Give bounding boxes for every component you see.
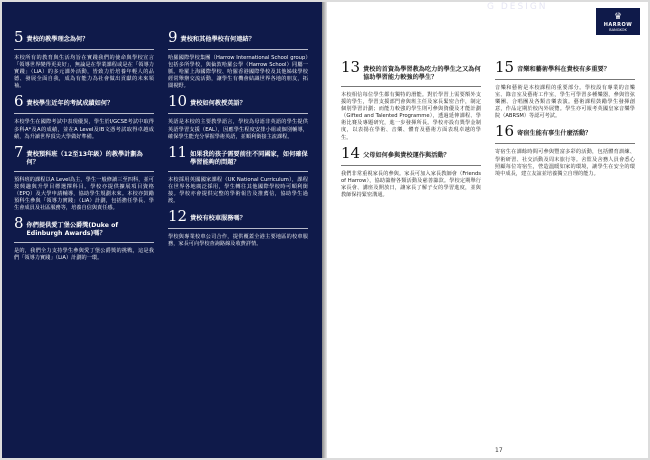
- answer-text: 學校與專業校車公司合作，提供覆蓋全港主要地區的校車服務，家長可向學校查詢路線及收費詳情。: [168, 234, 308, 248]
- faq-question: [168, 94, 308, 109]
- faq-item: [341, 60, 481, 142]
- faq-item: [14, 216, 154, 262]
- faq-item: [168, 209, 308, 248]
- faq-question: [168, 30, 308, 45]
- question-text: 貴校和其他學校有何連結？: [180, 36, 255, 43]
- question-number: 7: [14, 142, 24, 161]
- faq-item: [14, 142, 154, 212]
- faq-item: [341, 143, 481, 199]
- question-number: 6: [14, 92, 24, 111]
- faq-question: [14, 142, 154, 167]
- left-page: [2, 2, 322, 458]
- left-column-2: [168, 30, 308, 252]
- question-text: 音樂和藝術學科在貴校有多重要？: [517, 66, 610, 73]
- answer-text: 音樂和藝術是本校課程的重要部分。學校設有專業的音樂室、錄音室及藝術工作室，學生可學習多種樂器，參與管弦樂團、合唱團及各類音樂表演。藝術課程鼓勵學生發揮創意，作品定期於校內外展覽。學生亦可報考英國皇家音樂學院（ABRSM）等認可考試。: [495, 85, 635, 120]
- answer-text: 本校所有的教育與生活均旨在實踐我們的使命與學校宣言「領導世界變得更美好」，無論是在學業課程或是在「領導力實踐」（LiA）的多元課外活動，皆致力於培養年輕人的品德、發展全面自我，成為有能力為社會做出貢獻的未來領袖。: [14, 55, 154, 90]
- divider: [168, 228, 308, 229]
- answer-text: 哈羅國際學校集團（Harrow International School group）包括多所學校，與倫敦哈羅公學（Harrow School）同屬一脈。哈羅上海國際學校、哈羅香港國際學校及其他姊妹學校經常舉辦交流活動，讓學生有機會結識世界各地的朋友，拓闊視野。: [168, 55, 308, 90]
- faq-item: [168, 94, 308, 140]
- right-column-1: [341, 60, 481, 203]
- question-number: 9: [168, 28, 178, 46]
- divider: [341, 165, 481, 166]
- question-text: 你們提供愛丁堡公爵獎(Duke of Edinburgh Awards)嗎？: [26, 222, 119, 238]
- question-number: 12: [168, 207, 188, 226]
- answer-text: 是的，我們全力支持學生參與愛丁堡公爵獎的挑戰，這是我們「領導力實踐」（LiA）計劃的一環。: [14, 248, 154, 262]
- faq-question: [168, 209, 308, 224]
- question-text: 貴校的教學理念為何？: [26, 36, 89, 43]
- divider: [14, 242, 154, 243]
- divider: [341, 86, 481, 87]
- answer-text: 我們非常重視家長的參與。家長可加入家長教師會（Friends of Harrow），協助籌辦各類活動及慈善籌款。學校定期舉行家長會、講座及開放日，讓家長了解子女的學習進度，並與教師保持緊密溝通。: [341, 170, 481, 198]
- question-number: 5: [14, 28, 24, 46]
- crest-icon: ♛: [613, 12, 623, 22]
- answer-text: 本校採用英國國家課程（UK National Curriculum），課程在世界各地廣泛採用，學生轉往其他國際學校時可順利銜接。學校亦會提供完整的學術報告及推薦信，協助學生過渡。: [168, 176, 308, 205]
- question-number: 10: [168, 92, 188, 111]
- divider: [495, 79, 635, 80]
- question-text: 貴校如何教授英語？: [190, 100, 246, 108]
- right-page: [327, 2, 648, 458]
- faq-question: [495, 60, 635, 75]
- faq-question: [14, 216, 154, 238]
- question-text: 貴校學生近年的考試成績如何？: [26, 100, 114, 108]
- faq-question: [341, 60, 481, 82]
- divider: [168, 171, 308, 172]
- watermark-text: G DESIGN: [487, 2, 548, 12]
- faq-item: [495, 124, 635, 177]
- faq-question: [495, 124, 635, 139]
- right-column-2: [495, 60, 635, 182]
- left-column-1: [14, 30, 154, 266]
- faq-item: [168, 142, 308, 205]
- answer-text: 預科班的課程以A Level為主，學生一般修讀三至四科，並可按興趣與升學目標選擇科目。學校亦提供擴展項目資格（EPQ）及大學申請輔導，協助學生規劃未來。本校亦鼓勵預科生參與「領導力實踐」（LiA）計劃，包括擔任學長、學生會成員及社區服務等，培養自信與責任感。: [14, 176, 154, 212]
- logo-subtitle: BANGKOK: [609, 28, 627, 32]
- question-number: 11: [168, 142, 188, 161]
- faq-question: [341, 143, 481, 162]
- question-text: 父母如何參與貴校運作與活動？: [363, 151, 450, 159]
- faq-item: [14, 94, 154, 140]
- question-number: 15: [495, 58, 515, 76]
- question-number: 13: [341, 58, 361, 76]
- answer-text: 本校相信每位學生都有獨特的潛能。對於學習上需要額外支援的學生，學習支援部門會與班主任及家長緊密合作，制定個別學習計劃；而能力較強的學生則可參與資優及才能計劃（Gifted and Talented Programme），透過延伸課程、學術比賽及專題研究，進一步發揮所長。學校亦設有獎學金制度，以表揚在學術、音樂、體育及藝術方面表現卓越的學生。: [341, 92, 481, 141]
- answer-text: 寄宿生在課餘時間可參與豐富多彩的活動，包括體育訓練、學術研習、社交活動及周末旅行等。舍監及舍務人員會悉心照顧每位寄宿生，營造溫暖如家的環境，讓學生在安全的環境中成長，建立友誼並培養獨立自理的能力。: [495, 149, 635, 177]
- faq-item: [14, 30, 154, 90]
- page-number: 17: [495, 447, 503, 454]
- divider: [495, 143, 635, 144]
- school-logo: [596, 8, 640, 35]
- question-text: 貴校有校車服務嗎？: [190, 215, 246, 223]
- divider: [168, 49, 308, 50]
- divider: [14, 113, 154, 114]
- question-number: 16: [495, 122, 515, 141]
- question-number: 14: [341, 143, 361, 162]
- divider: [14, 171, 154, 172]
- faq-question: [14, 30, 154, 45]
- answer-text: 本校學生在國際考試中表現優異，學生於I/GCSE考試中取得多科A*及A的成績，並在A Level及IB文憑考試取得卓越成績，為升讀世界頂尖大學做好準備。: [14, 119, 154, 140]
- divider: [14, 49, 154, 50]
- question-text: 如果我的孩子需要前往不同國家，如何確保學習能夠的問題？: [190, 150, 308, 166]
- faq-question: [14, 94, 154, 109]
- question-text: 寄宿生能有事生什麼活動？: [517, 130, 592, 138]
- question-number: 8: [14, 214, 24, 233]
- question-text: 貴校的首資為學習教為吃力的學生之又為何協助學習能力較強的學生？: [363, 66, 481, 81]
- question-text: 貴校預科班（12至13年級）的教學計劃為何？: [26, 150, 143, 166]
- faq-item: [168, 30, 308, 90]
- faq-question: [168, 142, 308, 167]
- divider: [168, 113, 308, 114]
- logo-name: HARROW: [603, 22, 633, 28]
- faq-item: [495, 60, 635, 120]
- answer-text: 英語是本校的主要教學語言，學校為母語非英語的學生提供英語學習支援（EAL），因應學生程度安排小組或個別輔導，確保學生能充分掌握學術英語，並順利銜接主流課程。: [168, 119, 308, 140]
